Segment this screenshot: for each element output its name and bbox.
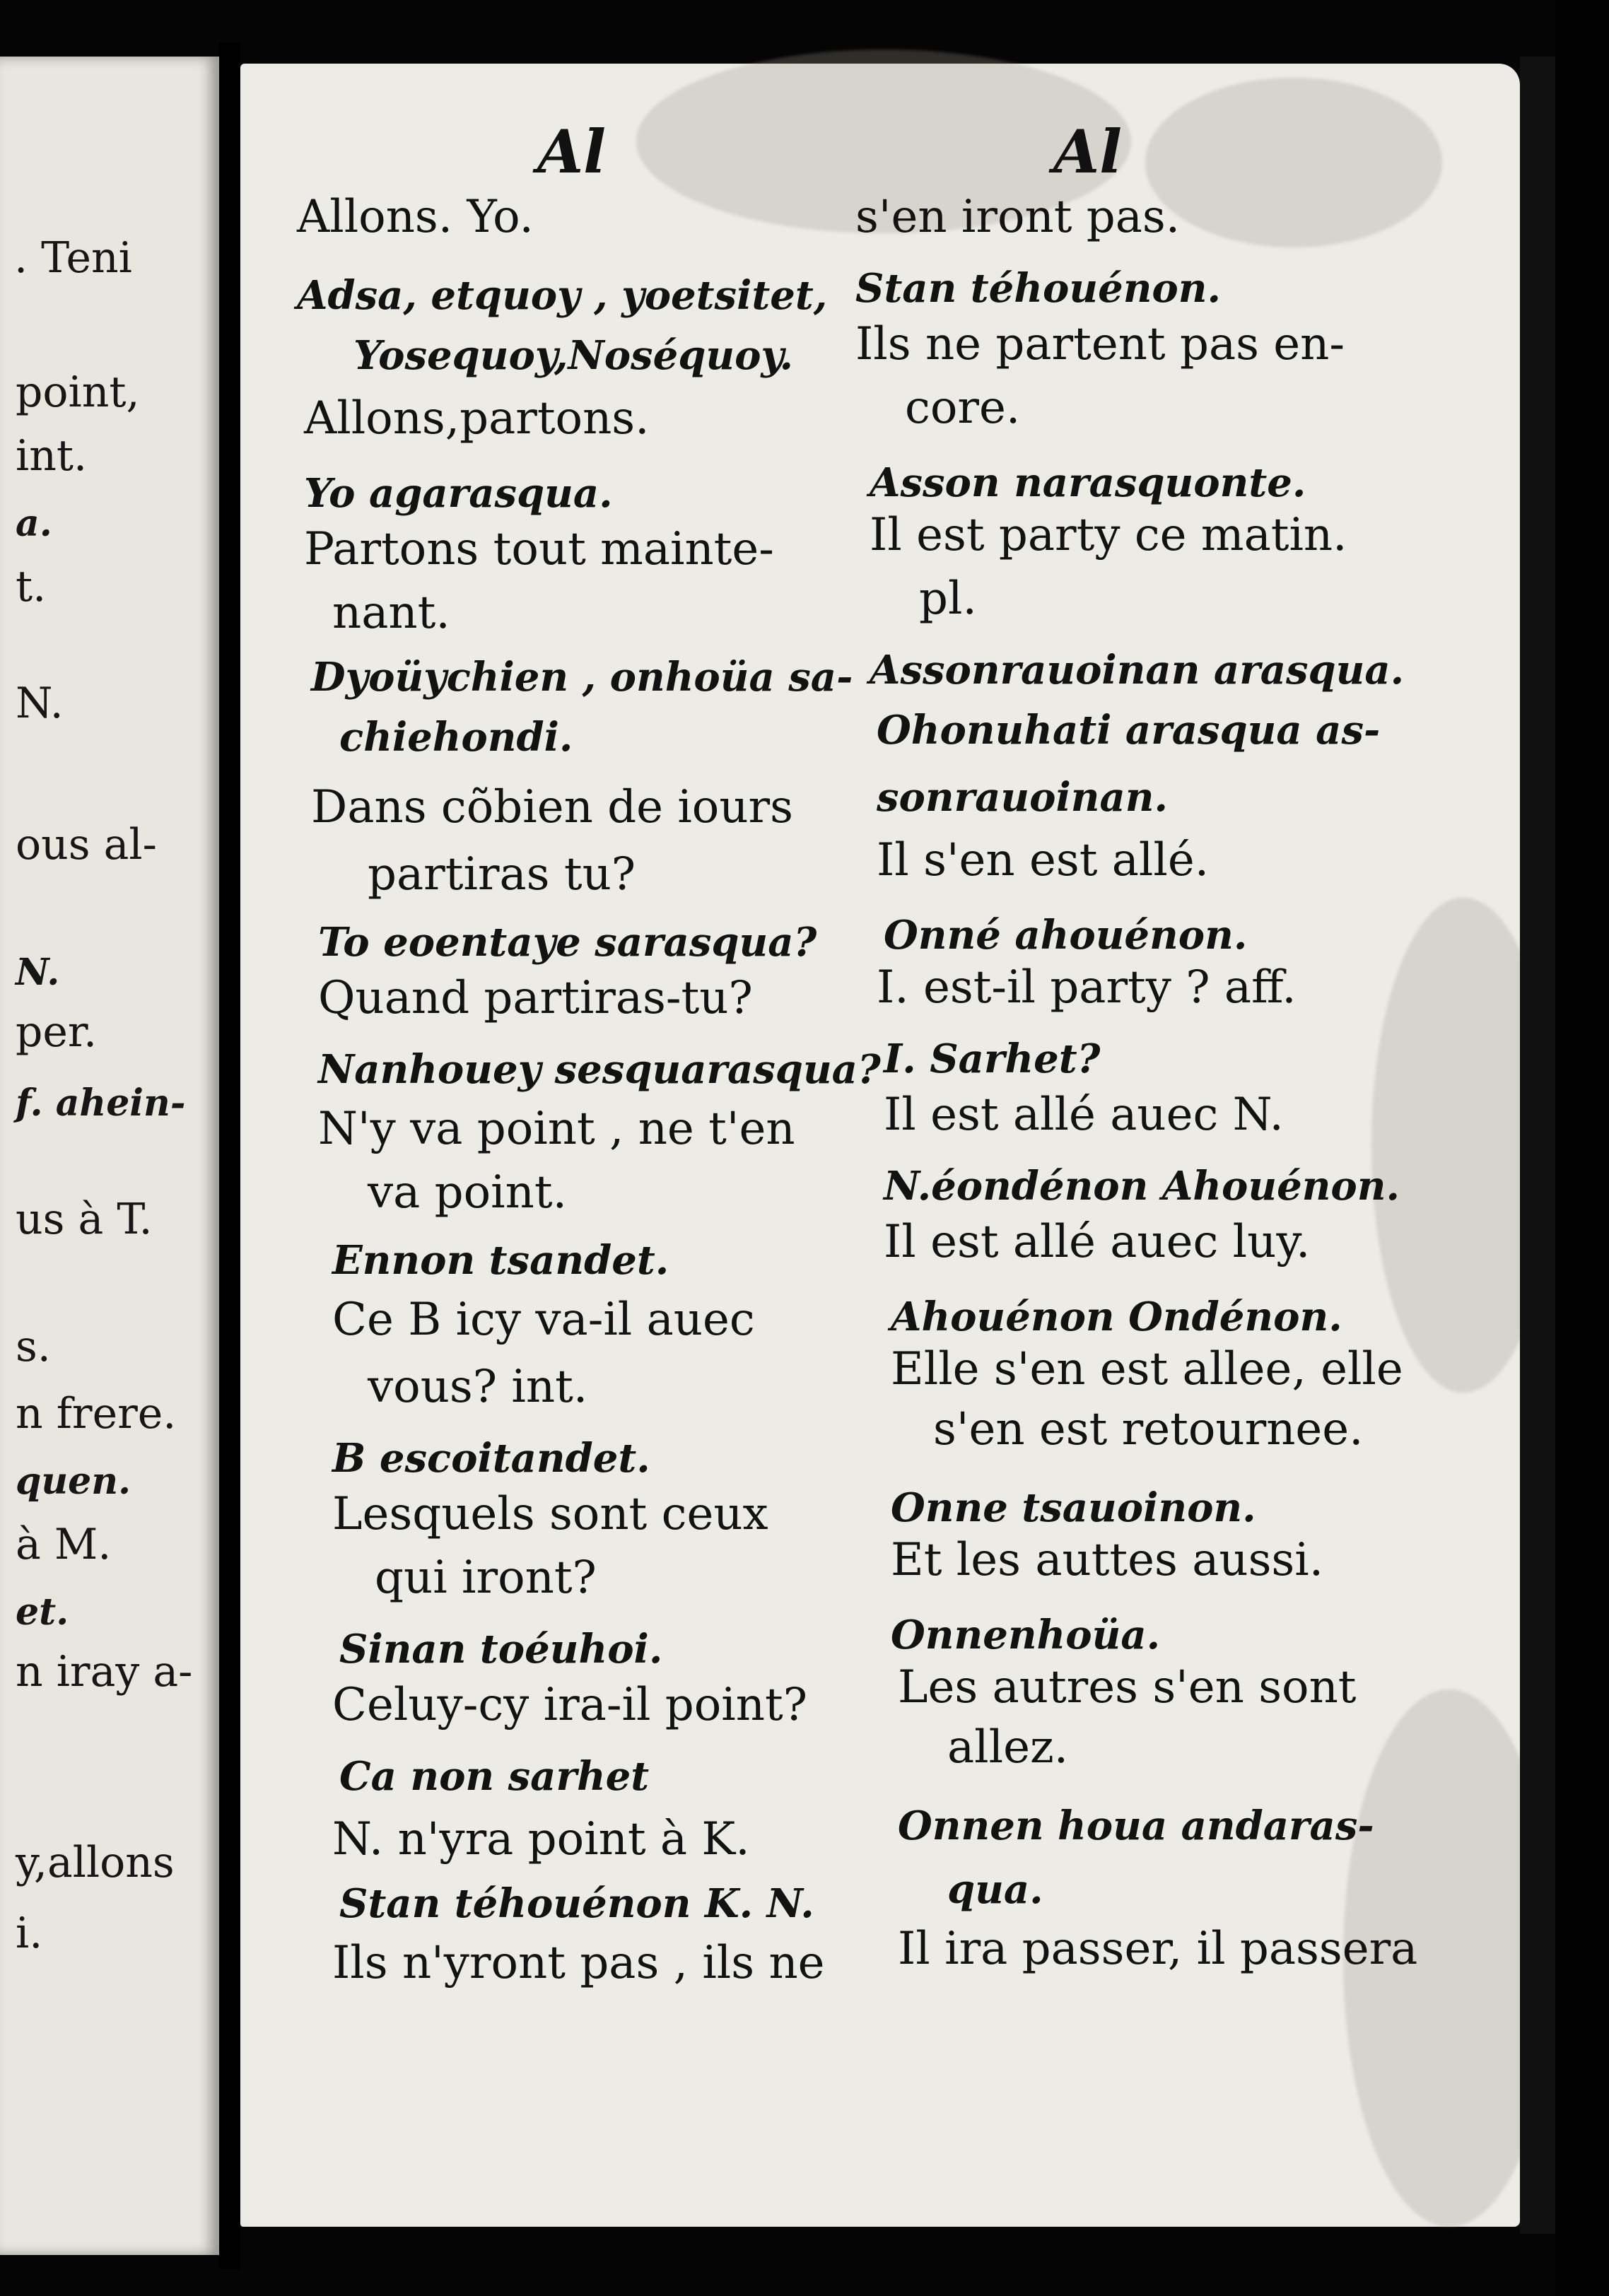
huron-text-line: Yo agarasqua. (304, 470, 613, 517)
french-text-line: Ils n'yront pas , ils ne (332, 1937, 825, 1989)
french-text-line: allez. (947, 1721, 1069, 1774)
huron-text-line: Onnenhoüa. (891, 1612, 1161, 1658)
left-fragment: quen. (16, 1460, 131, 1503)
huron-text-line: Assonrauoinan arasqua. (870, 647, 1405, 693)
running-header-right: Al (1053, 117, 1123, 187)
french-text-line: Quand partiras-tu? (318, 972, 753, 1024)
french-text-line: s'en iront pas. (855, 191, 1181, 243)
french-text-line: partiras tu? (368, 848, 636, 901)
huron-text-line: chiehondi. (339, 714, 573, 761)
right-page-edge (1520, 57, 1555, 2234)
left-fragment: n iray a- (16, 1647, 193, 1697)
left-fragment: a. (16, 502, 52, 545)
french-text-line: Les autres s'en sont (898, 1661, 1357, 1714)
left-fragment: t. (16, 562, 47, 611)
huron-text-line: Ahouénon Ondénon. (891, 1294, 1342, 1340)
french-text-line: Elle s'en est allee, elle (891, 1343, 1403, 1395)
left-fragment: per. (16, 1007, 98, 1057)
huron-text-line: Ohonuhati arasqua as- (877, 707, 1381, 754)
left-fragment: y,allons (16, 1838, 175, 1887)
huron-text-line: B escoitandet. (332, 1435, 650, 1482)
left-fragment: ous al- (16, 820, 157, 869)
french-text-line: pl. (919, 573, 977, 625)
french-text-line: Et les auttes aussi. (891, 1534, 1324, 1586)
huron-text-line: Onné ahouénon. (884, 912, 1248, 959)
left-fragment: us à T. (16, 1195, 153, 1244)
left-fragment: s. (16, 1322, 51, 1371)
french-text-line: Celuy-cy ira-il point? (332, 1679, 807, 1731)
scan-border (1555, 0, 1609, 2296)
huron-text-line: Stan téhouénon. (855, 265, 1221, 312)
huron-text-line: Nanhouey sesquarasqua? (318, 1046, 881, 1093)
french-text-line: Ils ne partent pas en- (855, 318, 1345, 370)
huron-text-line: Stan téhouénon K. N. (339, 1880, 814, 1927)
huron-text-line: Onnen houa andaras- (898, 1803, 1374, 1849)
huron-text-line: qua. (947, 1866, 1043, 1913)
french-text-line: Il ira passer, il passera (898, 1923, 1418, 1975)
huron-text-line: Sinan toéuhoi. (339, 1626, 663, 1673)
french-text-line: core. (905, 382, 1021, 434)
huron-text-line: Adsa, etquoy , yoetsitet, (297, 272, 828, 319)
french-text-line: Ce B icy va-il auec (332, 1294, 755, 1346)
huron-text-line: Asson narasquonte. (870, 459, 1306, 506)
french-text-line: vous? int. (368, 1361, 588, 1413)
french-text-line: Il s'en est allé. (877, 834, 1210, 886)
french-text-line: Il est party ce matin. (870, 509, 1347, 561)
book-gutter (219, 42, 240, 2269)
left-fragment: . Teni (14, 233, 132, 283)
french-text-line: Dans cõbien de iours (311, 781, 793, 833)
left-fragment: N. (16, 679, 64, 728)
left-fragment: et. (16, 1591, 69, 1634)
french-text-line: Allons,partons. (304, 392, 650, 445)
french-text-line: qui iront? (375, 1552, 597, 1604)
left-fragment: point, (16, 368, 140, 417)
huron-text-line: To eoentaye sarasqua? (318, 919, 817, 966)
french-text-line: Allons. Yo. (297, 191, 534, 243)
french-text-line: nant. (332, 587, 450, 639)
left-fragment: i. (16, 1909, 43, 1958)
left-fragment: à M. (16, 1520, 112, 1569)
left-fragment: int. (16, 431, 88, 481)
huron-text-line: Ca non sarhet (339, 1753, 650, 1800)
french-text-line: I. est-il party ? aff. (877, 961, 1297, 1014)
left-fragment: n frere. (16, 1389, 177, 1439)
french-text-line: Lesquels sont ceux (332, 1488, 768, 1540)
left-fragment: N. (16, 951, 60, 994)
huron-text-line: Dyoüychien , onhoüa sa- (311, 654, 853, 701)
left-fragment: f. ahein- (16, 1082, 186, 1125)
french-text-line: N. n'yra point à K. (332, 1813, 750, 1866)
french-text-line: N'y va point , ne t'en (318, 1103, 795, 1155)
french-text-line: s'en est retournee. (933, 1403, 1364, 1456)
huron-text-line: Yosequoy,Noséquoy. (353, 332, 794, 379)
water-stain (1145, 78, 1442, 247)
french-text-line: va point. (368, 1166, 567, 1219)
french-text-line: Il est allé auec N. (884, 1089, 1284, 1141)
huron-text-line: N.éondénon Ahouénon. (884, 1163, 1400, 1210)
french-text-line: Il est allé auec luy. (884, 1216, 1311, 1268)
huron-text-line: Ennon tsandet. (332, 1237, 669, 1284)
huron-text-line: Onne tsauoinon. (891, 1484, 1256, 1531)
huron-text-line: sonrauoinan. (877, 774, 1168, 821)
huron-text-line: I. Sarhet? (884, 1036, 1101, 1082)
french-text-line: Partons tout mainte- (304, 523, 774, 575)
running-header-left: Al (537, 117, 607, 187)
